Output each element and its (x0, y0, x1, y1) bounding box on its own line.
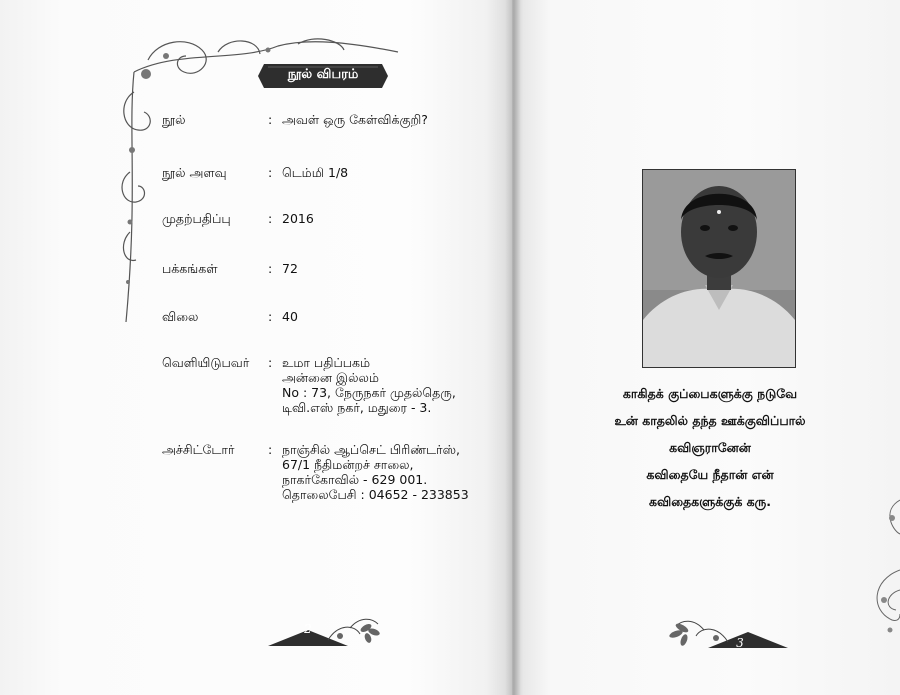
row-label: வெளியிடுபவர் (162, 355, 250, 370)
footer-ornament-left (268, 610, 388, 650)
author-photo (642, 169, 796, 368)
row-colon: : (268, 309, 273, 324)
row-label: அச்சிட்டோர் (162, 442, 235, 457)
row-label: விலை (162, 309, 199, 324)
printer-line: நாஞ்சில் ஆப்செட் பிரிண்டர்ஸ், (282, 442, 460, 457)
page-title: நூல் விபரம் (287, 67, 359, 82)
portrait-image (643, 170, 795, 367)
row-label: பக்கங்கள் (162, 261, 218, 276)
row-colon: : (268, 261, 273, 276)
publisher-line: அன்னை இல்லம் (282, 370, 379, 385)
row-value: 2016 (282, 211, 314, 226)
row-colon: : (268, 165, 273, 180)
page-number-right: 3 (736, 636, 744, 650)
row-colon: : (268, 442, 273, 457)
row-colon: : (268, 112, 273, 127)
poem-line: கவிதைகளுக்குக் கரு. (648, 494, 771, 509)
row-label: நூல் (162, 112, 186, 127)
row-label: நூல் அளவு (162, 165, 227, 180)
publisher-line: No : 73, நேருநகர் முதல்தெரு, (282, 385, 456, 400)
row-colon: : (268, 211, 273, 226)
row-colon: : (268, 355, 273, 370)
poem-line: கவிதையே நீதான் என் (646, 467, 774, 482)
poem-line: கவிஞரானேன் (669, 440, 751, 455)
row-label: முதற்பதிப்பு (162, 211, 231, 226)
dedication-poem (590, 380, 830, 515)
poem-line: உன் காதலில் தந்த ஊக்குவிப்பால் (614, 413, 806, 428)
poem-line: காகிதக் குப்பைகளுக்கு நடுவே (622, 386, 798, 401)
row-value: 72 (282, 261, 298, 276)
publisher-line: டிவி.எஸ் நகர், மதுரை - 3. (282, 400, 432, 415)
row-value: 40 (282, 309, 298, 324)
book-spine (505, 0, 521, 695)
printer-line: 67/1 நீதிமன்றச் சாலை, (282, 457, 414, 472)
row-value: அவள் ஒரு கேள்விக்குறி? (282, 112, 428, 127)
row-value-block (282, 355, 456, 415)
row-value-block (282, 442, 469, 502)
printer-line: நாகர்கோவில் - 629 001. (282, 472, 428, 487)
row-value: டெம்மி 1/8 (282, 165, 349, 180)
page-number-left: 2 (304, 622, 312, 636)
printer-line: தொலைபேசி : 04652 - 233853 (282, 487, 469, 502)
floral-edge-ornament (862, 490, 900, 650)
publisher-line: உமா பதிப்பகம் (282, 355, 371, 370)
